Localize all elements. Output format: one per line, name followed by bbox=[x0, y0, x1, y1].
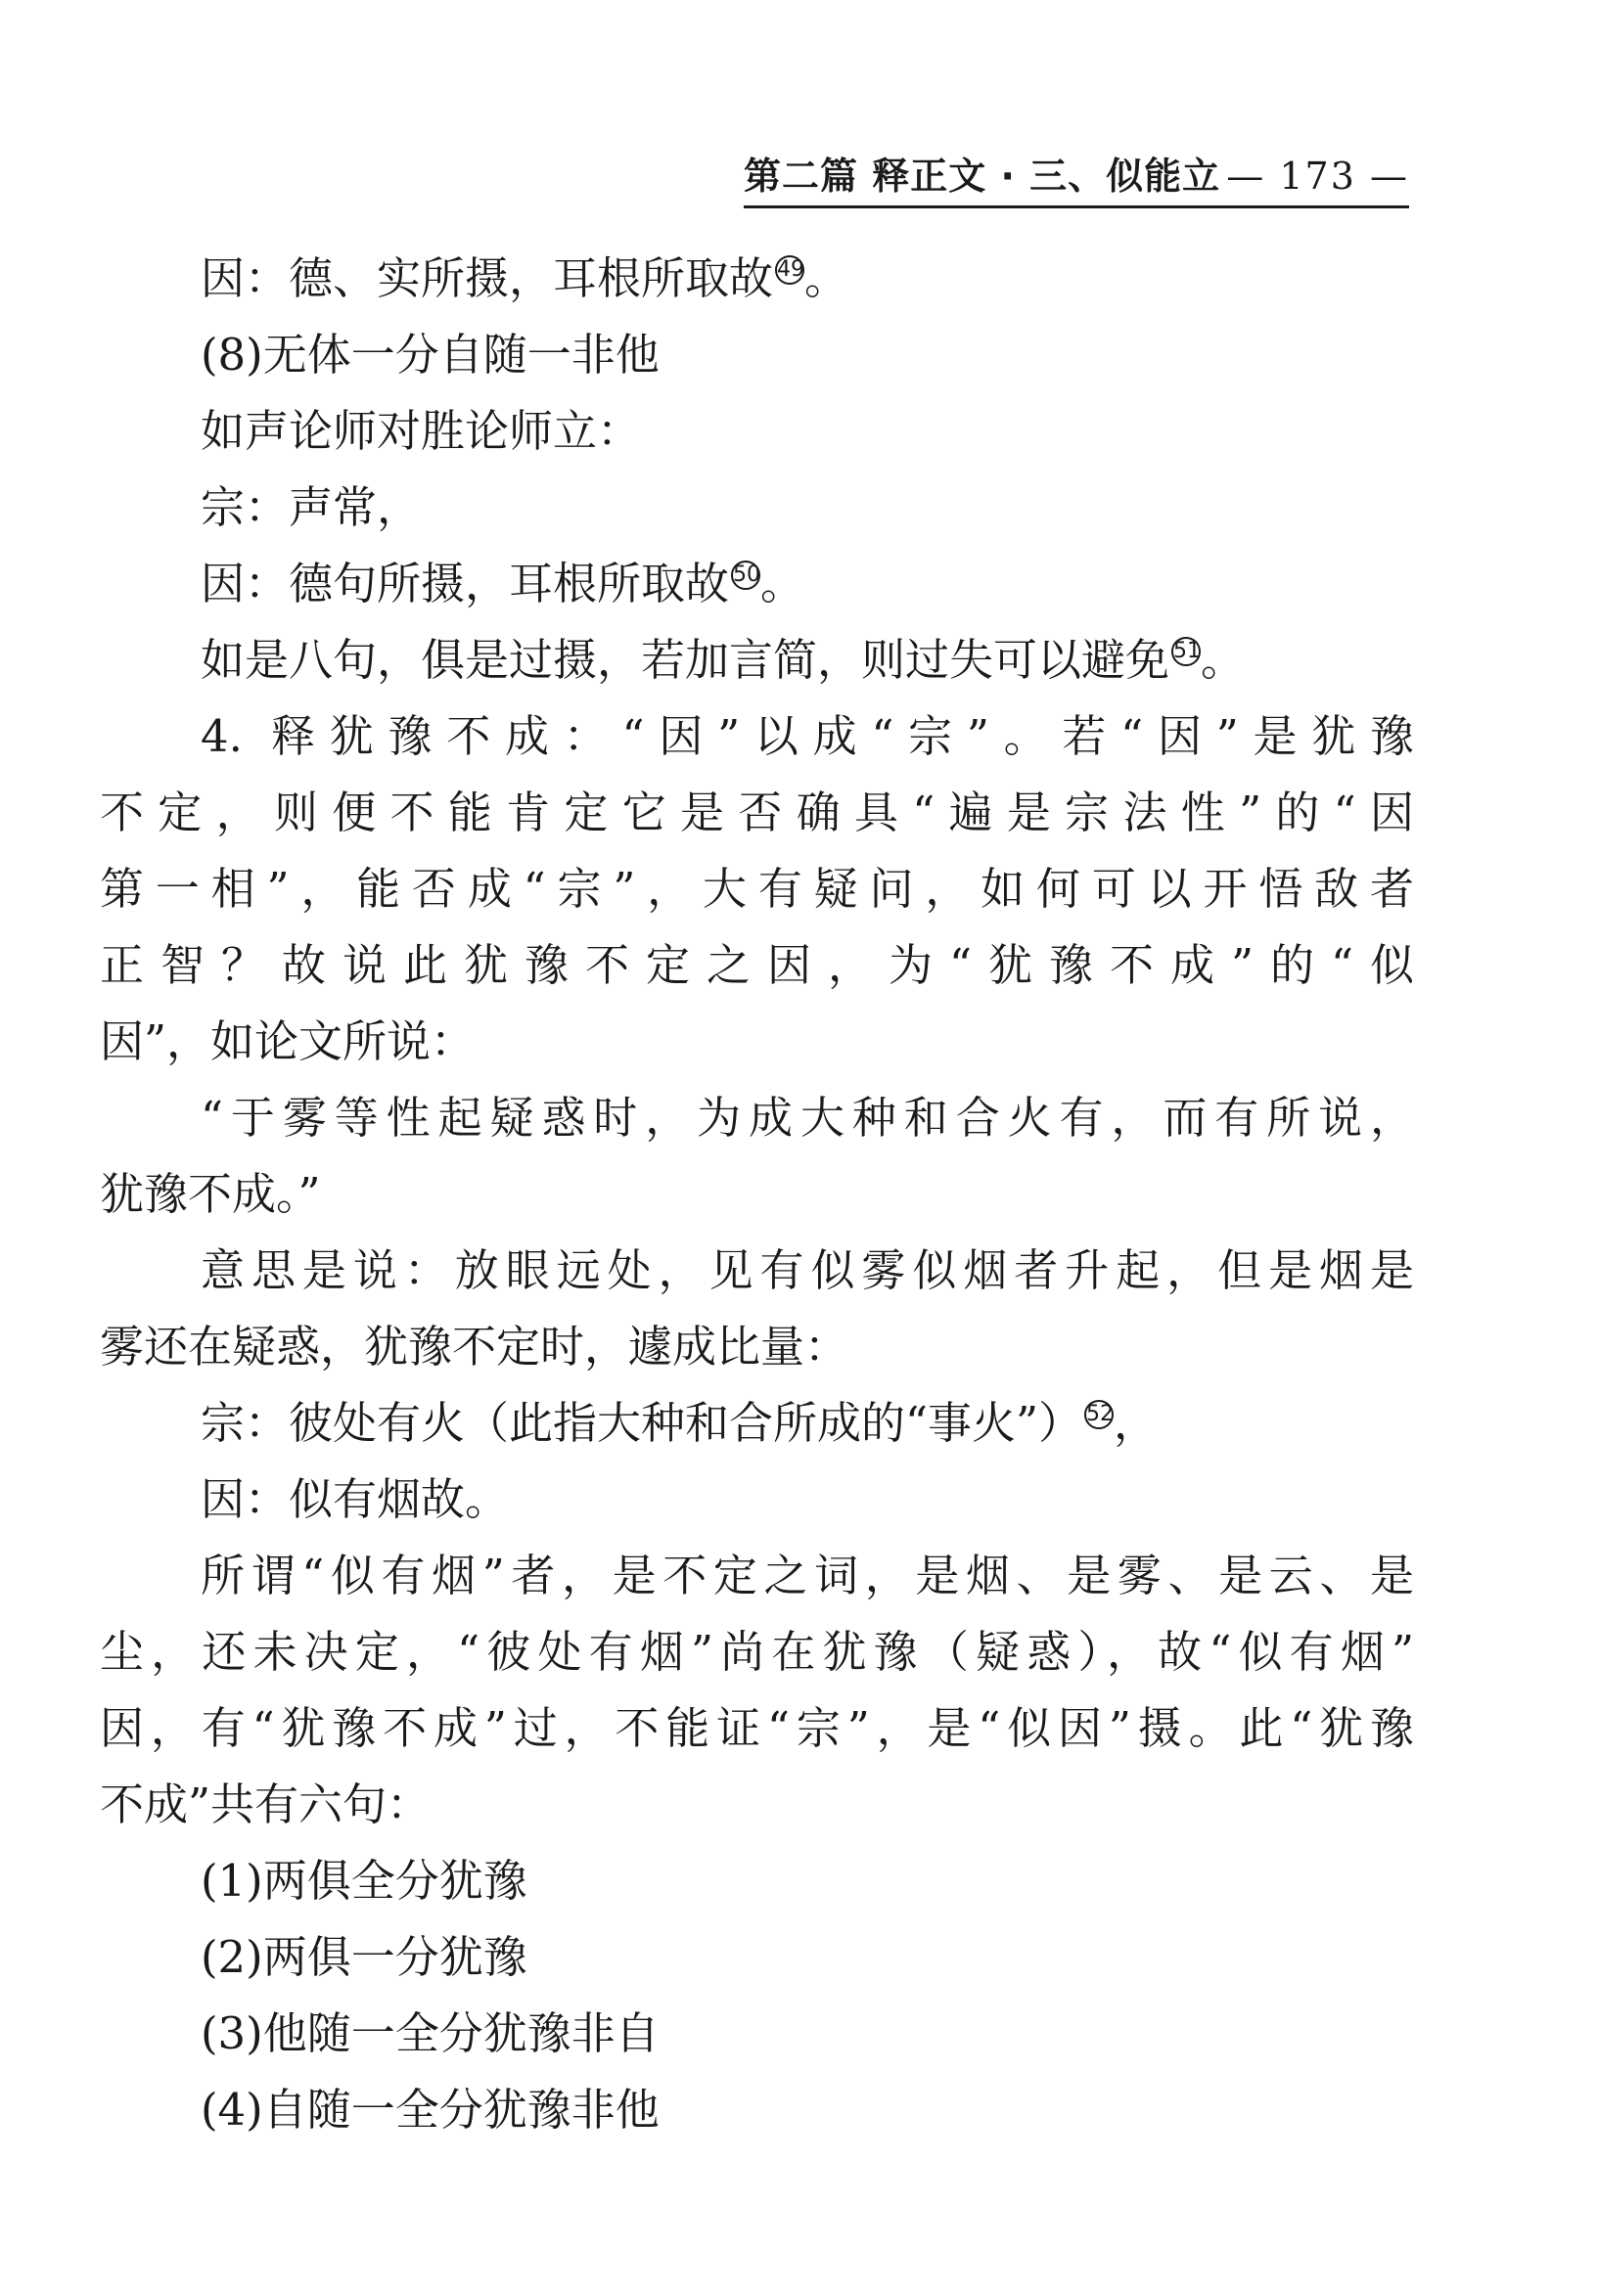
list-item: (1)两俱全分犹豫 bbox=[201, 1855, 527, 1907]
text-line: 因”，如论文所说： bbox=[100, 1015, 476, 1067]
body-text bbox=[100, 241, 1414, 2148]
text-line: 如声论师对胜论师立： bbox=[201, 405, 642, 457]
text-line: 不定，则便不能肯定它是否确具“遍是宗法性”的“因 bbox=[100, 787, 1414, 838]
footnote-marker[interactable]: 50 bbox=[731, 561, 760, 590]
text-line: 因：德句所摄，耳根所取故 50。 bbox=[201, 558, 805, 609]
footnote-marker[interactable]: 52 bbox=[1084, 1400, 1114, 1429]
text-line: 正智？故说此犹豫不定之因，为“犹豫不成”的“似 bbox=[100, 939, 1414, 991]
text-line: “于雾等性起疑惑时，为成大种和合火有，而有所说， bbox=[201, 1092, 1414, 1144]
text-line: 宗：声常， bbox=[201, 481, 422, 533]
running-header bbox=[744, 147, 1409, 205]
text-line: (8)无体一分自随一非他 bbox=[201, 329, 660, 381]
text-line: 犹豫不成。” bbox=[100, 1168, 321, 1220]
text-line: 因：似有烟故。 bbox=[201, 1473, 510, 1525]
text-line: 尘，还未决定，“彼处有烟”尚在犹豫（疑惑），故“似有烟” bbox=[100, 1626, 1414, 1678]
chapter-title: 第二篇 释正文 · 三、似能立 bbox=[744, 155, 1221, 198]
page-number: — 173 — bbox=[1226, 155, 1409, 198]
text-line: 宗：彼处有火（此指大种和合所成的“事火”） 52， bbox=[201, 1397, 1159, 1449]
list-item: (4)自随一全分犹豫非他 bbox=[201, 2084, 660, 2136]
text-line: 因，有“犹豫不成”过，不能证“宗”，是“似因”摄。此“犹豫 bbox=[100, 1702, 1414, 1754]
text-line: 所谓“似有烟”者，是不定之词，是烟、是雾、是云、是 bbox=[201, 1550, 1414, 1601]
text-line: 意思是说：放眼远处，见有似雾似烟者升起，但是烟是 bbox=[201, 1244, 1414, 1296]
text-line: 如是八句，俱是过摄，若加言简，则过失可以避免 51。 bbox=[201, 634, 1246, 686]
header-rule bbox=[744, 205, 1409, 208]
list-item: (2)两俱一分犹豫 bbox=[201, 1931, 527, 1983]
text-line: 因：德、实所摄，耳根所取故 49。 bbox=[201, 252, 849, 304]
list-item: (3)他随一全分犹豫非自 bbox=[201, 2007, 660, 2059]
text-line: 不成”共有六句： bbox=[100, 1778, 432, 1830]
text-line: 第一相”，能否成“宗”，大有疑问，如何可以开悟敌者 bbox=[100, 863, 1414, 915]
text-line: 4. 释犹豫不成：“因”以成“宗”。若“因”是犹豫 bbox=[201, 710, 1414, 762]
footnote-marker[interactable]: 51 bbox=[1171, 637, 1201, 666]
footnote-marker[interactable]: 49 bbox=[775, 255, 804, 285]
text-line: 雾还在疑惑，犹豫不定时，遽成比量： bbox=[100, 1321, 849, 1373]
